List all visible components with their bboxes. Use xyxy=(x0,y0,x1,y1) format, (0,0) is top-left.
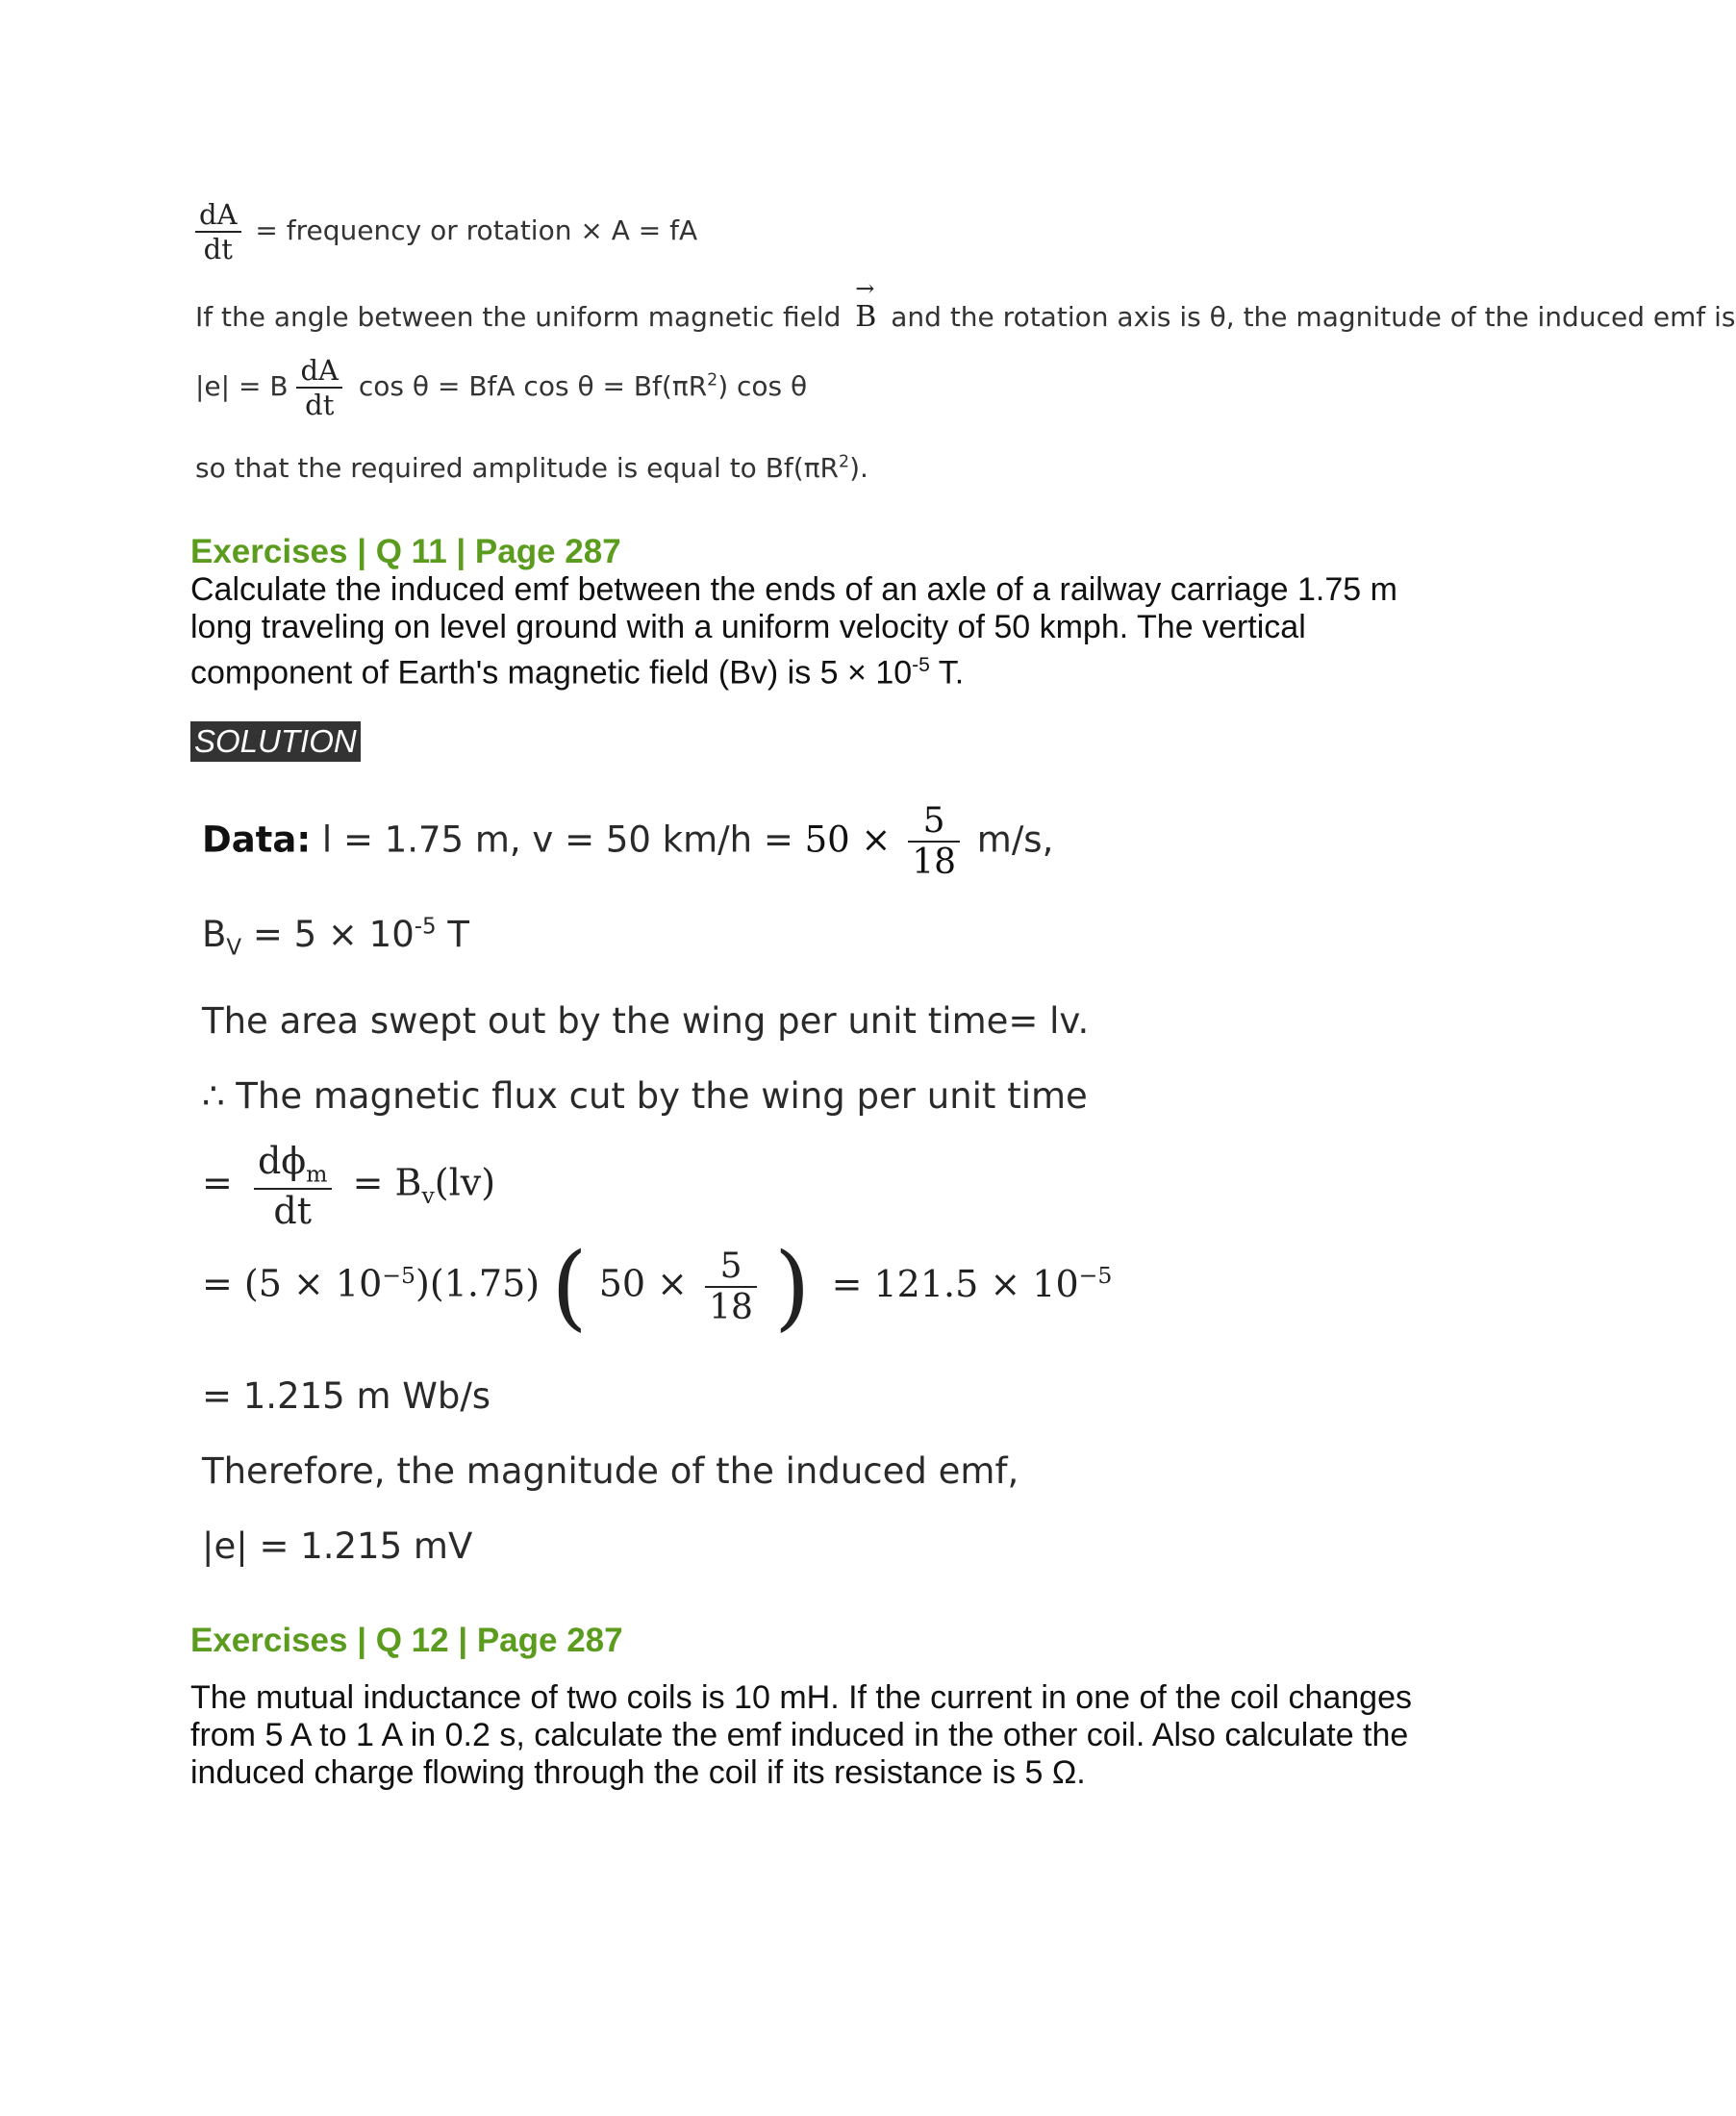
q12-heading: Exercises | Q 12 | Page 287 xyxy=(190,1622,623,1659)
prev-line-dadt: $\frac{dA}{dt}$ = frequency or rotation × A = fA xyxy=(195,198,697,265)
prev-line-emf: |e| = B $\frac{dA}{dt}$ cos θ = BfA $\cos \theta = Bf(\pi R^2)$ cos θ xyxy=(195,354,808,421)
prev-line-amplitude: so that the required amplitude is equal to $Bf(\pi R^2)$. xyxy=(195,452,868,484)
prev-line-angle: If the angle between the uniform magnetic field → B and the rotation axis is θ, the magnitude of the induced emf is xyxy=(195,275,1736,334)
fraction-da-dt-2: $\frac{dA}{dt}$ xyxy=(296,354,342,421)
equation-substitution: = $(5 \times 10^{-5})(1.75)$ ( 50 × $\frac{5}{18}$ ) = $121.5 \times 10^{-5}$ xyxy=(202,1233,1113,1341)
vector-arrow-icon: → xyxy=(855,275,875,302)
flux-line: ∴ The magnetic flux cut by the wing per unit time xyxy=(202,1075,1088,1117)
bv-line: $B_V = 5 \times 10^{-5}$ T xyxy=(202,914,470,961)
fraction-5-18-b: $\frac{5}{18}$ xyxy=(705,1247,757,1327)
fraction-dphi-dt: $\frac{d\phi_m}{dt}$ xyxy=(254,1140,332,1232)
fraction-da-dt: $\frac{dA}{dt}$ xyxy=(195,198,241,265)
data-line: Data: l = 1.75 m, v = 50 km/h = 50 × $\frac{5}{18}$ m/s, xyxy=(202,801,1054,882)
fraction-5-18: $\frac{5}{18}$ xyxy=(908,801,960,882)
equation-flux-rate: = $\frac{d\phi_m}{dt}$ = $B_v(lv)$ xyxy=(202,1140,496,1232)
vector-b: → B xyxy=(855,275,877,334)
result-line: |e| = 1.215 mV xyxy=(202,1525,473,1567)
q11-heading: Exercises | Q 11 | Page 287 xyxy=(190,533,621,570)
equation-result-flux: = 1.215 m Wb/s xyxy=(202,1375,491,1417)
solution-label: SOLUTION xyxy=(190,721,361,762)
therefore-line: Therefore, the magnitude of the induced emf, xyxy=(202,1450,1019,1492)
q11-question: Calculate the induced emf between the ends of an axle of a railway carriage 1.75 m long traveling on level ground with a uniform velocity of 50 kmph. The vertical component of Earth's magnetic field (Bv) is $5 \times 10^{-5}$ T. xyxy=(190,571,1397,692)
area-line: The area swept out by the wing per unit time= lv. xyxy=(202,1000,1090,1042)
q12-question: The mutual inductance of two coils is 10 mH. If the current in one of the coil changes from 5 A to 1 A in 0.2 s, calculate the emf induced in the other coil. Also calculate the induced charge flowing through the coil if its resistance is 5 Ω. xyxy=(190,1679,1413,1791)
